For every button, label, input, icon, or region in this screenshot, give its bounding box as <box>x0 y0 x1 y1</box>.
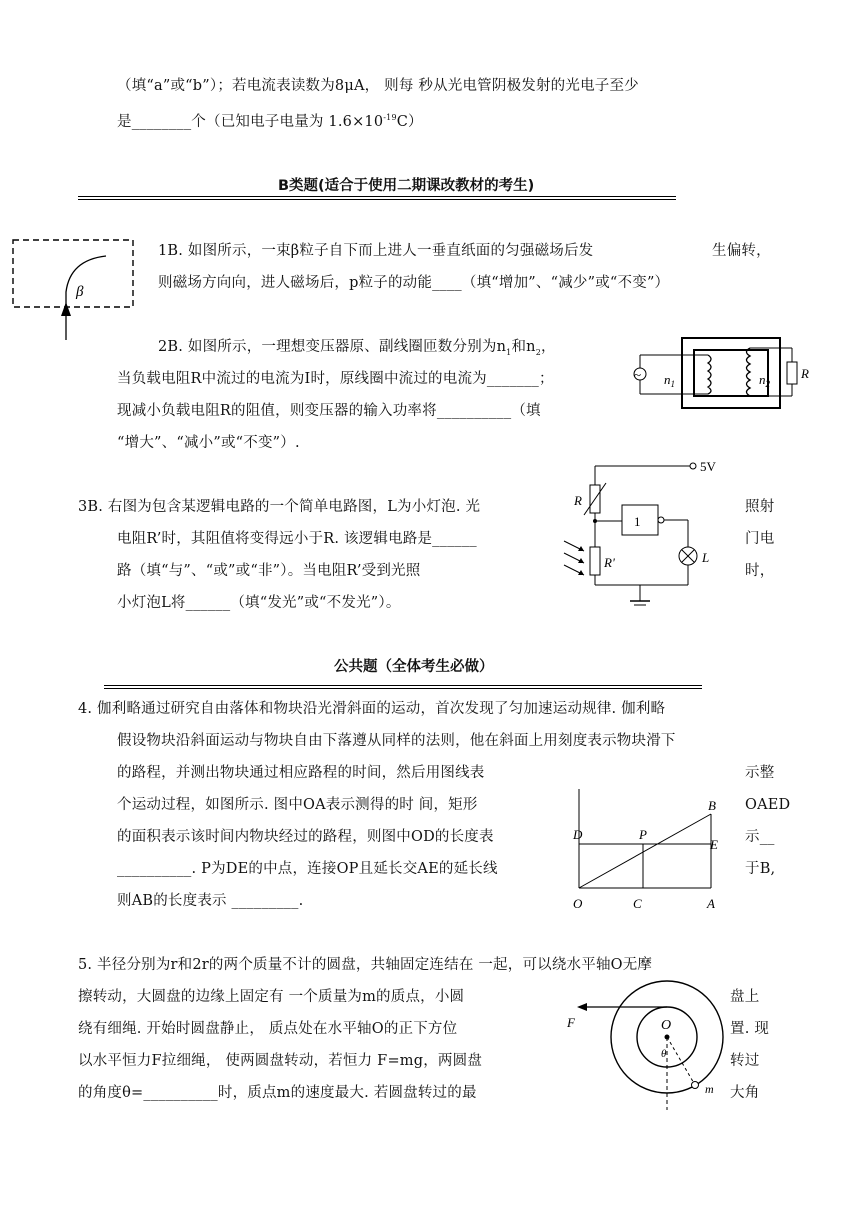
q3b-line-1: 3B. 右图为包含某逻辑电路的一个简单电路图，L为小灯泡. 光 <box>78 499 481 515</box>
beta-particle-figure <box>0 230 145 345</box>
q4-line-3: 的路程，并测出物块通过相应路程的时间，然后用图线表 <box>117 765 485 781</box>
q2b-n1-sub: 1 <box>506 347 512 357</box>
gate-label: 1 <box>634 514 641 529</box>
q2b-line-2: 当负载电阻R中流过的电流为I时，原线圈中流过的电流为_______； <box>117 371 554 387</box>
q5-line-3: 绕有细绳. 开始时圆盘静止， 质点处在水平轴O的正下方位 <box>78 1021 458 1037</box>
transformer-figure <box>620 330 820 415</box>
q1b-line-1: 1B. 如图所示，一束β粒子自下而上进人一垂直纸面的匀强磁场后发 <box>158 243 594 259</box>
section-b-rule-bottom <box>78 199 676 200</box>
q5-line-1: 5. 半径分别为r和2r的两个质量不计的圆盘，共轴固定连结在 一起，可以绕水平轴O无摩 <box>78 957 653 973</box>
q4-line-4-right: OAED <box>745 797 791 813</box>
point-c-label: C <box>633 896 642 911</box>
voltage-label: 5V <box>700 459 716 474</box>
q5-line-5: 的角度θ=__________时，质点m的速度最大. 若圆盘转过的最 <box>78 1085 477 1101</box>
n2-label-text: n <box>759 372 766 387</box>
top-line-2-text: 是________个（已知电子电量为 1.6×10 <box>117 113 384 130</box>
logic-circuit-figure <box>560 455 740 615</box>
theta-label: θ <box>661 1048 667 1060</box>
mass-m-label: m <box>705 1082 714 1096</box>
point-a-label: A <box>707 896 715 911</box>
q2b-line-1-a: 2B. 如图所示，一理想变压器原、副线圈匝数分别为n <box>158 339 507 355</box>
n1-label <box>664 372 675 389</box>
section-common-title: 公共题（全体考生必做） <box>334 659 494 675</box>
q5-line-4: 以水平恒力F拉细绳， 使两圆盘转动，若恒力 F=mg，两圆盘 <box>78 1053 483 1069</box>
q4-line-7: 则AB的长度表示 _________. <box>117 893 304 909</box>
n2-label-sub: 2 <box>765 379 770 389</box>
q2b-line-4: “增大”、“减小”或“不变”）. <box>117 435 300 451</box>
q1b-line-1-right: 生偏转， <box>712 243 771 259</box>
q4-line-5-right: 示__ <box>745 829 775 845</box>
axis-o-label: O <box>661 1018 672 1033</box>
q3b-line-2-right: 门电 <box>745 531 775 547</box>
q4-line-6-right: 于B, <box>745 861 776 877</box>
q5-line-2: 擦转动，大圆盘的边缘上固定有 一个质量为m的质点，小圆 <box>78 989 465 1005</box>
q2b-line-3: 现减小负载电阻R的阻值，则变压器的输入功率将__________（填 <box>117 403 541 419</box>
point-e-label: E <box>710 837 718 852</box>
r-label: R <box>574 493 582 508</box>
q4-line-1: 4. 伽利略通过研究自由落体和物块沿光滑斜面的运动，首次发现了匀加速运动规律. 伽利略 <box>78 701 666 717</box>
lamp-label: L <box>702 550 710 565</box>
q4-line-5: 的面积表示该时间内物块经过的路程，则图中OD的长度表 <box>117 829 494 845</box>
q2b-line-1-b: 和n <box>511 339 536 355</box>
q5-line-5-right: 大角 <box>730 1085 760 1101</box>
q3b-line-3-right: 时， <box>745 563 775 579</box>
q5-line-3-right: 置. 现 <box>730 1021 770 1037</box>
section-common-rule-top <box>104 685 702 686</box>
n1-label-text: n <box>664 372 671 387</box>
point-p-label: P <box>639 827 647 842</box>
top-line-2-end: C） <box>396 113 423 130</box>
q4-line-6: __________. P为DE的中点，连接OP且延长交AE的延长线 <box>117 861 498 877</box>
load-r-label: R <box>801 366 809 381</box>
top-line-2 <box>117 108 423 132</box>
top-line-2-exponent: -19 <box>383 113 397 122</box>
q4-line-2: 假设物块沿斜面运动与物块自由下落遵从同样的法则，他在斜面上用刻度表示物块滑下 <box>117 733 676 749</box>
q2b-line-1-c: ， <box>540 339 556 355</box>
n1-label-sub: 1 <box>670 379 675 389</box>
force-f-label: F <box>567 1015 575 1030</box>
section-b-rule-top <box>78 196 676 197</box>
q4-line-3-right: 示整 <box>745 765 775 781</box>
q2b-n2-sub: 2 <box>535 347 541 357</box>
q3b-line-4: 小灯泡L将______（填“发光”或“不发光”）。 <box>117 595 401 611</box>
q3b-line-1-right: 照射 <box>745 499 775 515</box>
beta-label: β <box>76 284 84 300</box>
top-line-1: （填“a”或“b”）；若电流表读数为8μA， 则每 秒从光电管阴极发射的光电子至少 <box>117 78 639 94</box>
q5-line-2-right: 盘上 <box>730 989 760 1005</box>
galileo-graph-figure <box>565 775 740 930</box>
point-d-label: D <box>573 827 583 842</box>
section-common-rule-bottom <box>104 688 702 689</box>
q3b-line-3: 路（填“与”、“或”或“非”）。当电阻R’受到光照 <box>117 563 421 579</box>
q1b-line-2: 则磁场方向向，进人磁场后，p粒子的动能____（填“增加”、“减少”或“不变”） <box>158 275 670 291</box>
q5-line-4-right: 转过 <box>730 1053 760 1069</box>
r-prime-label: R' <box>604 555 615 570</box>
section-b-title: B类题(适合于使用二期课改教材的考生) <box>278 178 535 194</box>
point-o-label: O <box>573 896 583 911</box>
q4-line-4: 个运动过程，如图所示. 图中OA表示测得的时 间，矩形 <box>117 797 478 813</box>
point-b-label: B <box>708 798 716 813</box>
q2b-line-1 <box>158 337 556 363</box>
disc-figure <box>555 975 735 1115</box>
q3b-line-2: 电阻R’时，其阻值将变得远小于R. 该逻辑电路是______ <box>117 531 477 547</box>
ac-source-symbol: ~ <box>634 367 642 382</box>
